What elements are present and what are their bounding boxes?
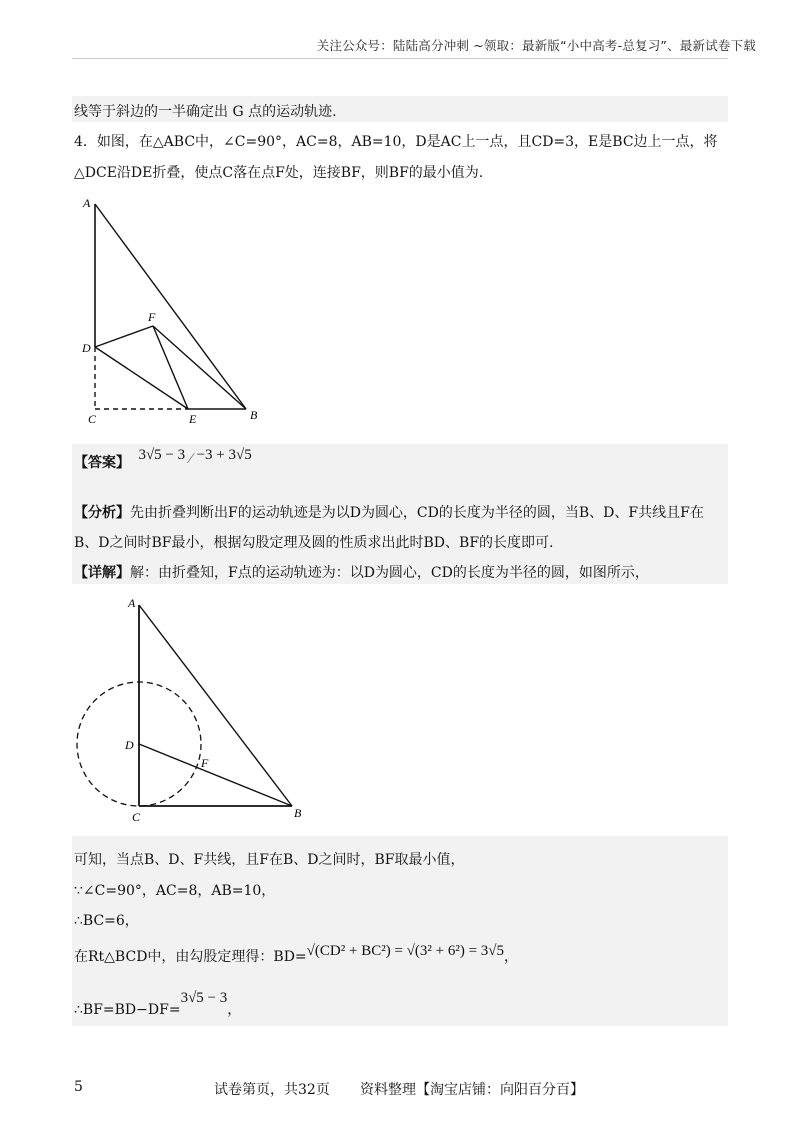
fig1-label-E: E [189, 412, 197, 426]
answer-label: 【答案】 [74, 455, 130, 471]
footer-center: 试卷第页，共32页 [214, 1082, 330, 1098]
answer-alt: −3 + 3√5 [196, 447, 252, 463]
fig2-label-D: D [125, 738, 134, 752]
fig1-label-B: B [250, 408, 258, 422]
answer-line [74, 447, 252, 472]
fig2-label-C: C [132, 810, 141, 824]
detail-line-1 [74, 562, 649, 582]
intro-line: 线等于斜边的一半确定出 G 点的运动轨迹. [74, 104, 337, 120]
solution-line-1: 可知，当点B、D、F共线，且F在B、D之间时，BF取最小值， [74, 852, 465, 868]
solution-5-expr: 3√5 − 3 [180, 990, 228, 1006]
fig2-label-F: F [201, 756, 209, 770]
analysis-label: 【分析】 [74, 505, 130, 521]
fig1-label-C: C [88, 412, 97, 426]
solution-4-suffix: ， [504, 949, 519, 965]
solution-5-prefix: ∴BF=BD−DF= [74, 1002, 181, 1018]
analysis-text-1: 先由折叠判断出F的运动轨迹是为以D为圆心，CD的长度为半径的圆，当B、D、F共线且F在 [130, 505, 704, 521]
fig1-label-F: F [148, 310, 156, 324]
solution-4-expr: √(CD² + BC²) = √(3² + 6²) = 3√5 [306, 943, 505, 959]
analysis-line-2: B、D之间时BF最小，根据勾股定理及圆的性质求出此时BD、BF的长度即可. [74, 535, 554, 551]
figure-1 [70, 192, 270, 428]
answer-separator: ∕ [189, 451, 193, 467]
detail-label: 【详解】 [74, 565, 130, 581]
detail-text-1: 解：由折叠知，F点的运动轨迹为：以D为圆心，CD的长度为半径的圆，如图所示， [130, 565, 649, 581]
footer-page-number: 5 [74, 1079, 83, 1095]
solution-line-2: ∵∠C=90°，AC=8，AB=10， [74, 883, 276, 899]
problem-line-2: △DCE沿DE折叠，使点C落在点F处，连接BF，则BF的最小值为. [74, 165, 484, 181]
answer-value: 3√5 − 3 [138, 447, 186, 463]
footer-right: 资料整理【淘宝店铺：向阳百分百】 [360, 1082, 584, 1098]
header-rule [72, 58, 728, 59]
fig2-label-A: A [128, 596, 136, 610]
fig1-label-D: D [82, 341, 91, 355]
fig1-label-A: A [83, 196, 91, 210]
solution-line-5 [74, 990, 242, 1019]
fig2-label-B: B [294, 806, 302, 820]
solution-5-suffix: ， [227, 1002, 242, 1018]
figure-2 [72, 595, 308, 827]
page-header: 关注公众号：陆陆高分冲刺 ~领取：最新版“小中高考-总复习”、最新试卷下载 [316, 38, 756, 53]
problem-line-1: 4．如图，在△ABC中，∠C=90°，AC=8，AB=10，D是AC上一点，且CD=3，E是BC边上一点，将 [74, 134, 718, 150]
solution-4-prefix: 在Rt△BCD中，由勾股定理得：BD= [74, 949, 307, 965]
analysis-line-1 [74, 502, 704, 522]
solution-line-3: ∴BC=6， [74, 913, 139, 929]
solution-line-4 [74, 943, 519, 966]
